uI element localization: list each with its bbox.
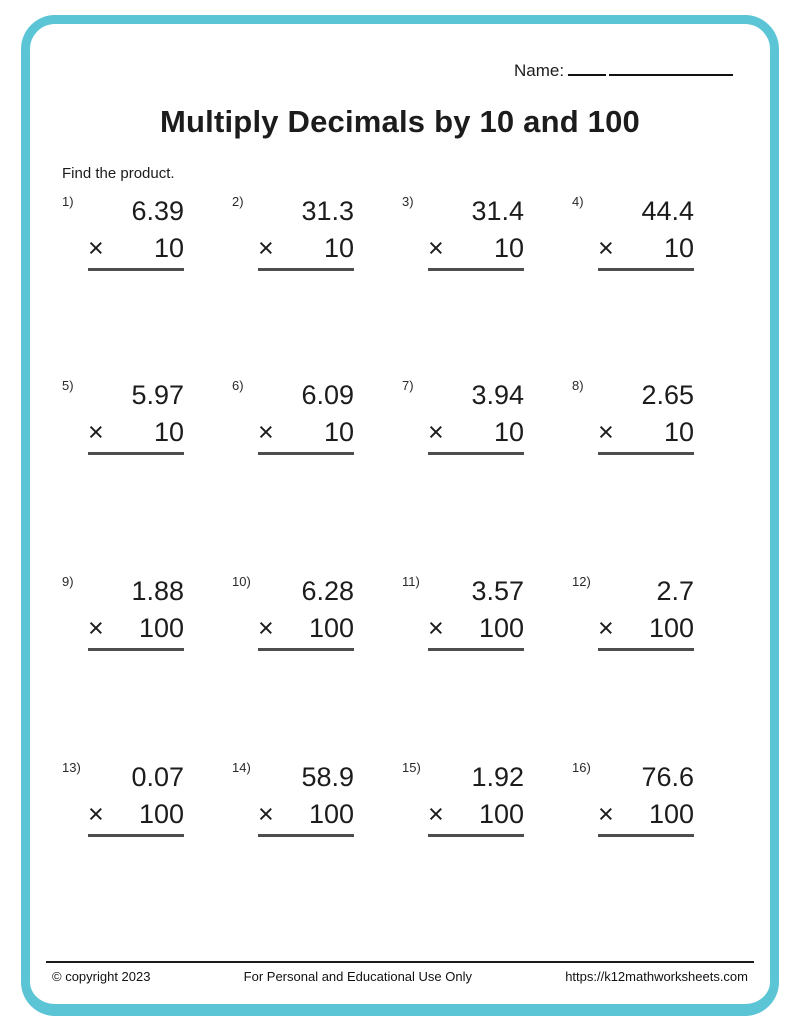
problem-cell [402, 574, 572, 662]
instruction-text: Find the product. [62, 165, 175, 182]
multiply-sign: × [88, 798, 104, 829]
answer-line [88, 648, 184, 651]
multiply-sign: × [598, 232, 614, 263]
operand-value: 2.65 [641, 380, 694, 410]
problem-body [88, 378, 184, 455]
answer-line [88, 834, 184, 837]
multiplier-value: 10 [153, 416, 184, 447]
problem-body [258, 378, 354, 455]
problem-number: 9) [62, 574, 74, 589]
multiply-sign: × [258, 416, 274, 447]
answer-line [598, 648, 694, 651]
operand-value: 6.39 [131, 196, 184, 226]
answer-line [598, 834, 694, 837]
problems-row-2 [62, 378, 742, 466]
problem-body [428, 194, 524, 271]
multiplier-value: 100 [308, 798, 354, 829]
problem-number: 8) [572, 378, 584, 393]
multiply-sign: × [598, 612, 614, 643]
operand-value: 1.88 [131, 576, 184, 606]
problem-cell [402, 194, 572, 282]
problem-body [428, 574, 524, 651]
multiplier-value: 100 [648, 612, 694, 643]
problem-cell [402, 760, 572, 848]
answer-line [428, 648, 524, 651]
problem-body [428, 378, 524, 455]
problems-row-3 [62, 574, 742, 662]
problem-body [88, 194, 184, 271]
name-blank-line [568, 59, 606, 76]
answer-line [598, 452, 694, 455]
answer-line [428, 452, 524, 455]
multiplier-value: 10 [153, 232, 184, 263]
problem-number: 2) [232, 194, 244, 209]
operand-value: 5.97 [131, 380, 184, 410]
multiplier-value: 10 [663, 416, 694, 447]
multiplier-value: 100 [138, 798, 184, 829]
footer-usage: For Personal and Educational Use Only [243, 969, 473, 984]
answer-line [88, 268, 184, 271]
problem-body [598, 194, 694, 271]
problem-cell [232, 378, 402, 466]
problem-cell [572, 574, 742, 662]
name-row [514, 59, 733, 81]
operand-value: 0.07 [131, 762, 184, 792]
multiplier-value: 100 [308, 612, 354, 643]
multiply-sign: × [88, 612, 104, 643]
answer-line [258, 648, 354, 651]
problems-row-1 [62, 194, 742, 282]
problem-cell [572, 378, 742, 466]
multiply-sign: × [428, 798, 444, 829]
problem-cell [62, 194, 232, 282]
operand-value: 58.9 [301, 762, 354, 792]
problem-number: 13) [62, 760, 81, 775]
problem-number: 5) [62, 378, 74, 393]
multiplier-value: 10 [663, 232, 694, 263]
multiply-sign: × [428, 416, 444, 447]
operand-value: 6.09 [301, 380, 354, 410]
problem-body [258, 194, 354, 271]
multiply-sign: × [258, 798, 274, 829]
multiplier-value: 10 [493, 416, 524, 447]
answer-line [258, 452, 354, 455]
answer-line [258, 268, 354, 271]
operand-value: 6.28 [301, 576, 354, 606]
multiplier-value: 100 [478, 798, 524, 829]
problem-number: 12) [572, 574, 591, 589]
operand-value: 44.4 [641, 196, 694, 226]
footer-divider [46, 961, 754, 963]
problem-body [598, 378, 694, 455]
problem-number: 7) [402, 378, 414, 393]
problem-cell [62, 378, 232, 466]
problem-body [598, 574, 694, 651]
problem-cell [572, 194, 742, 282]
problem-cell [232, 574, 402, 662]
multiplier-value: 100 [648, 798, 694, 829]
multiply-sign: × [428, 232, 444, 263]
operand-value: 2.7 [656, 576, 694, 606]
problem-body [598, 760, 694, 837]
multiply-sign: × [88, 232, 104, 263]
problem-number: 6) [232, 378, 244, 393]
problem-number: 4) [572, 194, 584, 209]
problem-body [258, 574, 354, 651]
problem-body [88, 760, 184, 837]
footer [46, 969, 754, 984]
page-title: Multiply Decimals by 10 and 100 [160, 104, 640, 139]
problem-cell [232, 194, 402, 282]
name-label: Name: [514, 61, 565, 80]
multiply-sign: × [258, 612, 274, 643]
name-blank-line [609, 59, 733, 76]
problem-number: 11) [402, 574, 420, 589]
multiplier-value: 10 [323, 232, 354, 263]
answer-line [428, 268, 524, 271]
answer-line [88, 452, 184, 455]
operand-value: 76.6 [641, 762, 694, 792]
footer-url: https://k12mathworksheets.com [565, 969, 748, 984]
problem-number: 1) [62, 194, 74, 209]
problem-number: 10) [232, 574, 251, 589]
footer-copyright: © copyright 2023 [52, 969, 151, 984]
multiplier-value: 100 [138, 612, 184, 643]
multiply-sign: × [598, 416, 614, 447]
multiply-sign: × [88, 416, 104, 447]
answer-line [258, 834, 354, 837]
multiply-sign: × [258, 232, 274, 263]
operand-value: 3.94 [471, 380, 524, 410]
multiplier-value: 10 [323, 416, 354, 447]
answer-line [598, 268, 694, 271]
operand-value: 1.92 [471, 762, 524, 792]
operand-value: 31.3 [301, 196, 354, 226]
multiplier-value: 10 [493, 232, 524, 263]
problem-body [258, 760, 354, 837]
multiply-sign: × [428, 612, 444, 643]
problem-number: 3) [402, 194, 414, 209]
problem-cell [572, 760, 742, 848]
problem-cell [62, 760, 232, 848]
problem-cell [402, 378, 572, 466]
multiplier-value: 100 [478, 612, 524, 643]
operand-value: 3.57 [471, 576, 524, 606]
problems-row-4 [62, 760, 742, 848]
problem-number: 15) [402, 760, 421, 775]
problem-number: 16) [572, 760, 591, 775]
problem-cell [232, 760, 402, 848]
operand-value: 31.4 [471, 196, 524, 226]
multiply-sign: × [598, 798, 614, 829]
answer-line [428, 834, 524, 837]
problem-body [428, 760, 524, 837]
problem-number: 14) [232, 760, 251, 775]
problem-body [88, 574, 184, 651]
problem-cell [62, 574, 232, 662]
